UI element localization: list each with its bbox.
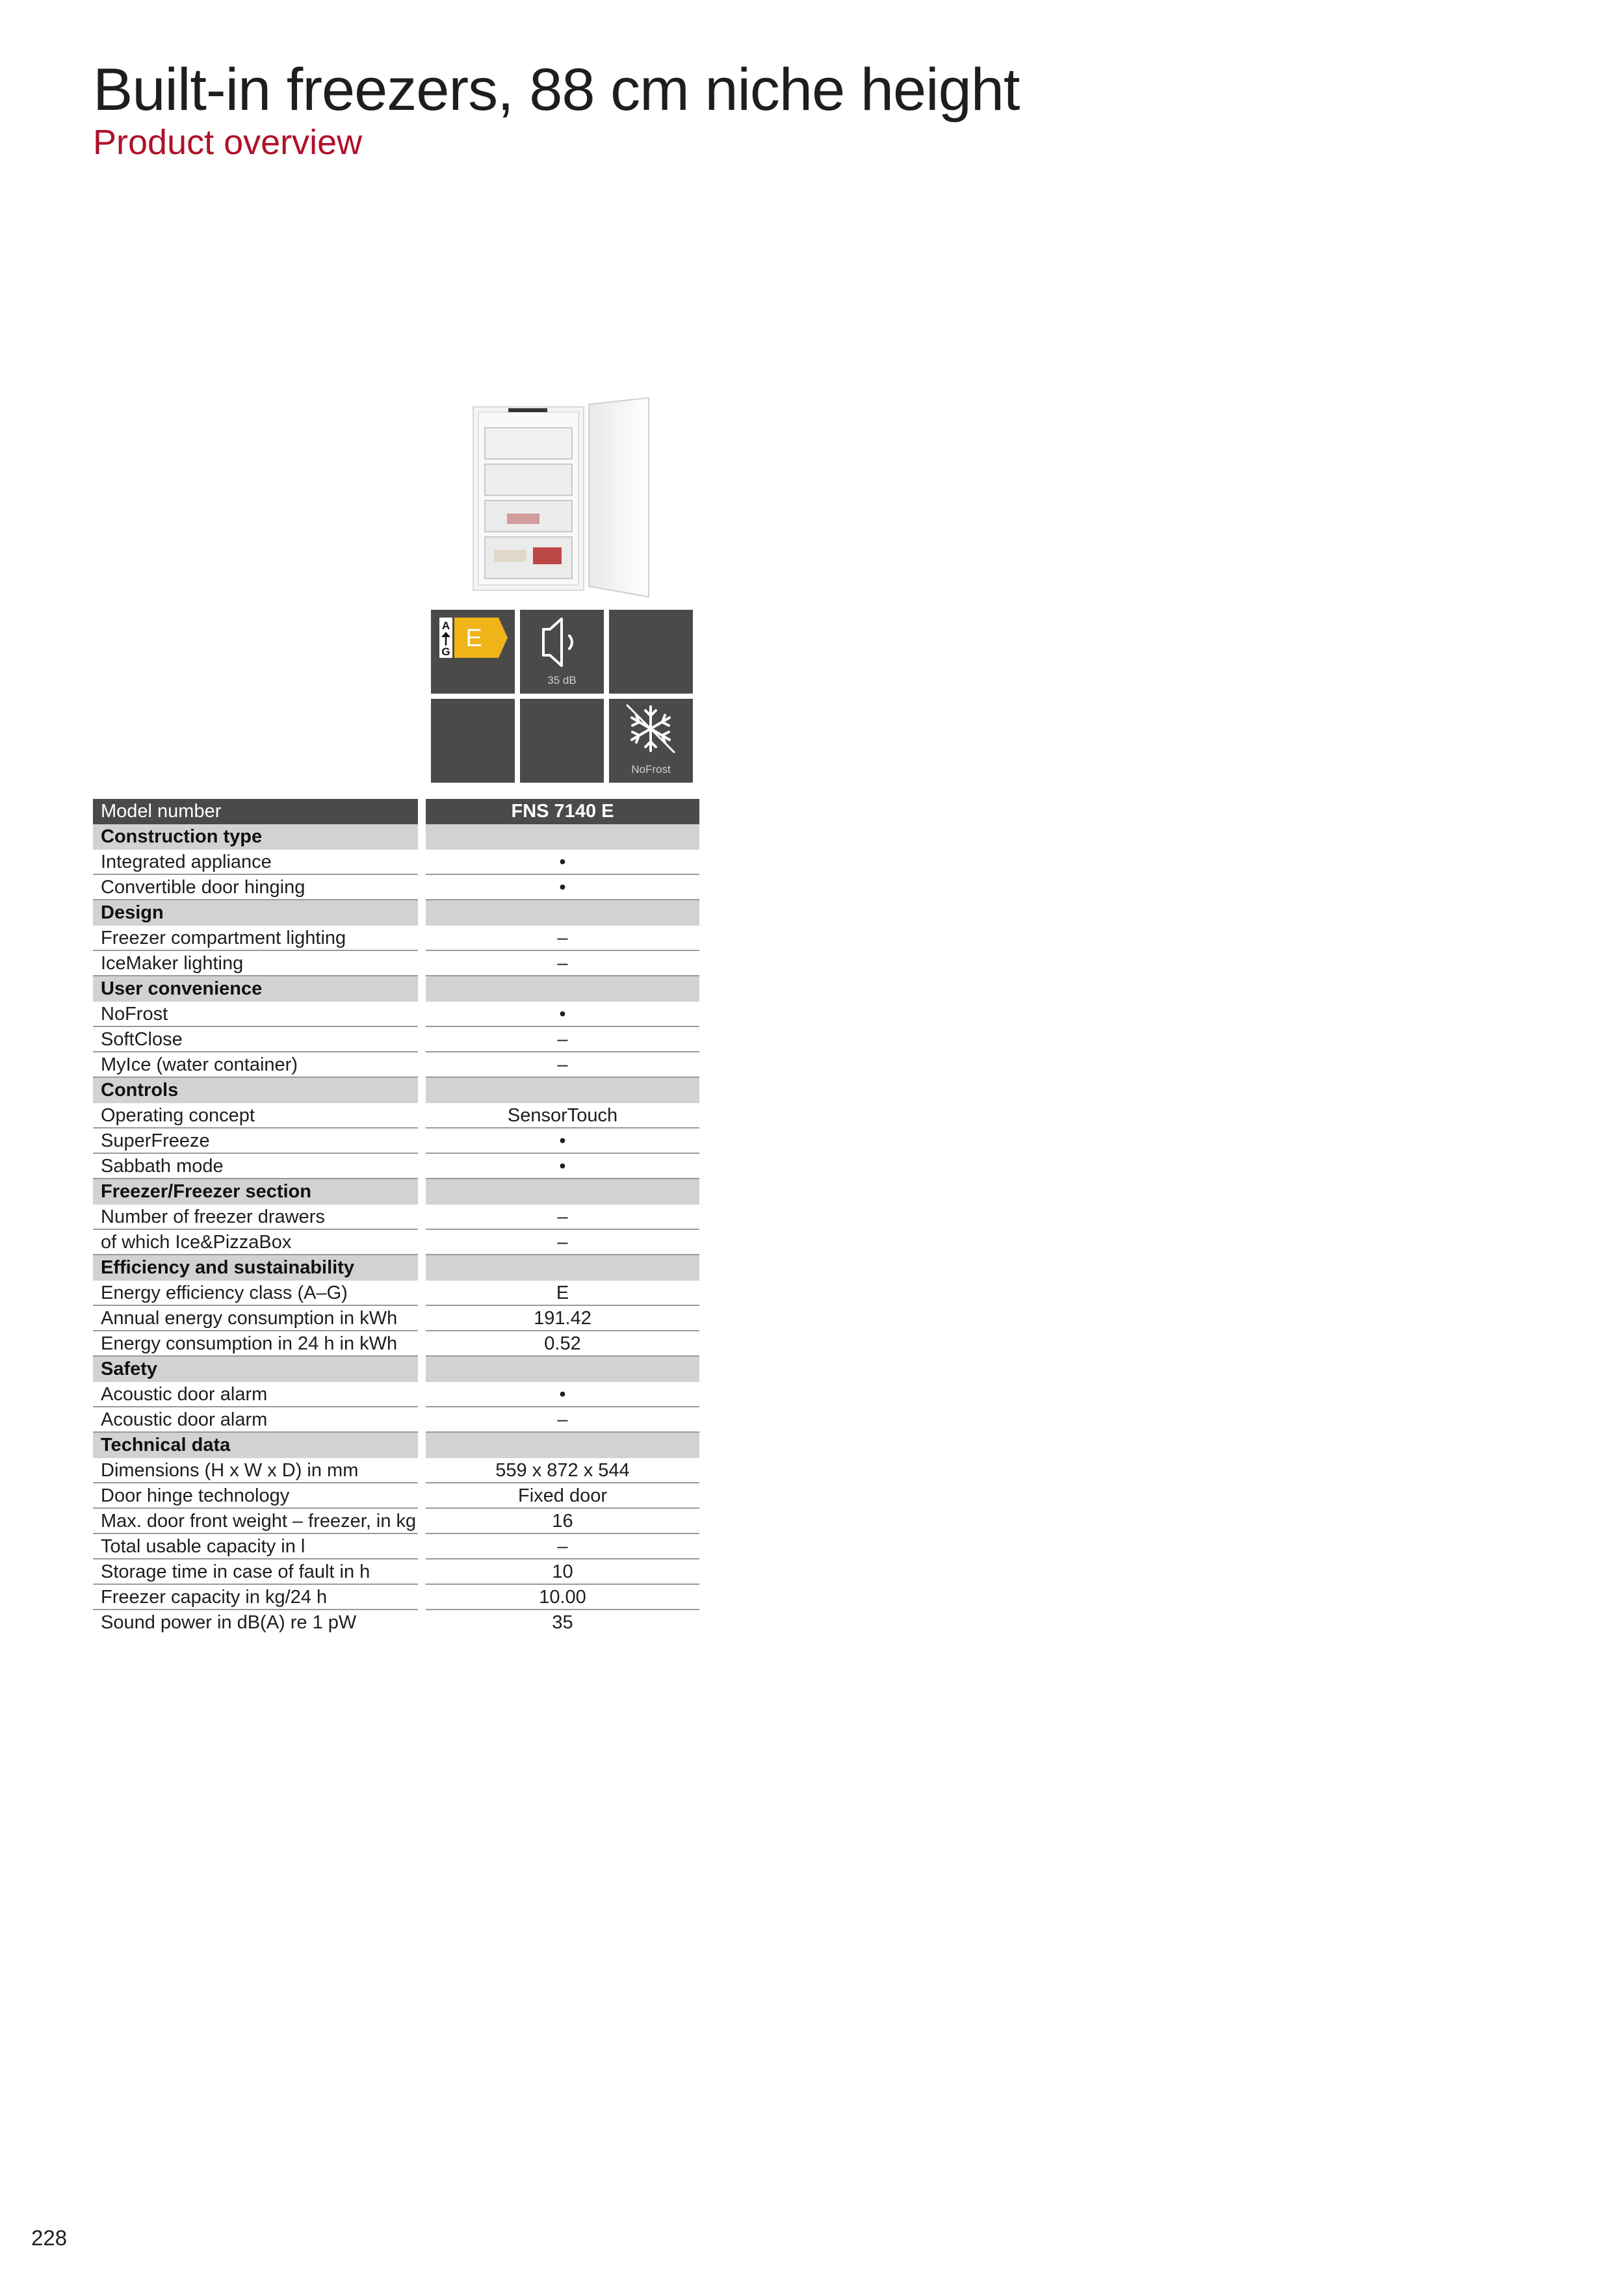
page-subtitle: Product overview	[93, 123, 363, 162]
row-label: Integrated appliance	[93, 850, 418, 875]
empty-tile	[431, 699, 515, 783]
row-label: Operating concept	[93, 1103, 418, 1128]
row-value: –	[426, 1230, 699, 1255]
row-label: Acoustic door alarm	[93, 1407, 418, 1433]
section-value-cell	[426, 1357, 699, 1382]
section-heading: Freezer/Freezer section	[93, 1179, 418, 1205]
nofrost-caption: NoFrost	[631, 763, 671, 776]
feature-icon-grid	[431, 610, 696, 784]
freezer-product-image	[468, 397, 656, 598]
row-value: •	[426, 1154, 699, 1179]
row-value: •	[426, 850, 699, 875]
row-label: of which Ice&PizzaBox	[93, 1230, 418, 1255]
row-value: –	[426, 951, 699, 976]
noise-level-tile	[520, 610, 604, 694]
row-label: SuperFreeze	[93, 1128, 418, 1154]
row-value: •	[426, 1382, 699, 1407]
section-heading: Efficiency and sustainability	[93, 1255, 418, 1281]
section-value-cell	[426, 1179, 699, 1205]
row-value: 10	[426, 1559, 699, 1585]
energy-class-tile	[431, 610, 515, 694]
row-value: 35	[552, 1612, 573, 1633]
nofrost-tile	[609, 699, 693, 783]
row-label: Max. door front weight – freezer, in kg	[93, 1509, 418, 1534]
section-value-cell	[426, 1078, 699, 1103]
row-value: –	[426, 926, 699, 951]
empty-tile	[520, 699, 604, 783]
row-value: –	[426, 1052, 699, 1078]
section-value-cell	[426, 976, 699, 1002]
empty-tile	[609, 610, 693, 694]
row-label: Door hinge technology	[93, 1483, 418, 1509]
row-value: Fixed door	[426, 1483, 699, 1509]
row-value: 16	[426, 1509, 699, 1534]
row-label: SoftClose	[93, 1027, 418, 1052]
row-value: 191.42	[426, 1306, 699, 1331]
row-value: 0.52	[426, 1331, 699, 1357]
row-value: 10.00	[426, 1585, 699, 1610]
section-value-cell	[426, 1433, 699, 1458]
row-value: SensorTouch	[426, 1103, 699, 1128]
row-value: E	[426, 1281, 699, 1306]
row-value: •	[426, 1002, 699, 1027]
energy-scale-top: A	[441, 620, 450, 632]
section-value-cell	[426, 1255, 699, 1281]
row-label: Dimensions (H x W x D) in mm	[93, 1458, 418, 1483]
row-value: –	[426, 1205, 699, 1230]
row-label: MyIce (water container)	[93, 1052, 418, 1078]
section-value-cell	[426, 824, 699, 850]
model-number-label: Model number	[93, 799, 418, 824]
row-value: •	[426, 1128, 699, 1154]
row-value: 559 x 872 x 544	[426, 1458, 699, 1483]
section-heading: Technical data	[93, 1433, 418, 1458]
row-label: Annual energy consumption in kWh	[93, 1306, 418, 1331]
section-heading: Construction type	[93, 824, 418, 850]
row-label: NoFrost	[93, 1002, 418, 1027]
page-title: Built-in freezers, 88 cm niche height	[93, 57, 1020, 123]
model-number-value: FNS 7140 E	[426, 799, 699, 824]
section-heading: Controls	[93, 1078, 418, 1103]
energy-class-letter: E	[465, 625, 482, 652]
row-label: Energy efficiency class (A–G)	[93, 1281, 418, 1306]
page-number: 228	[31, 2226, 68, 2250]
noise-level-caption: 35 dB	[547, 674, 577, 686]
energy-scale-bottom: G	[441, 646, 450, 658]
row-label: Convertible door hinging	[93, 875, 418, 900]
section-heading: Safety	[93, 1357, 418, 1382]
row-label: Sabbath mode	[93, 1154, 418, 1179]
row-value: •	[426, 875, 699, 900]
row-label: Total usable capacity in l	[93, 1534, 418, 1559]
row-value: –	[426, 1407, 699, 1433]
row-value: –	[426, 1027, 699, 1052]
row-label: Sound power in dB(A) re 1 pW	[101, 1612, 357, 1633]
row-value: –	[426, 1534, 699, 1559]
section-value-cell	[426, 900, 699, 926]
energy-label-icon	[431, 610, 515, 694]
row-label: IceMaker lighting	[93, 951, 418, 976]
row-label: Number of freezer drawers	[93, 1205, 418, 1230]
section-heading: Design	[93, 900, 418, 926]
row-label: Freezer compartment lighting	[93, 926, 418, 951]
section-heading: User convenience	[93, 976, 418, 1002]
row-label: Energy consumption in 24 h in kWh	[93, 1331, 418, 1357]
row-label: Acoustic door alarm	[93, 1382, 418, 1407]
row-label: Freezer capacity in kg/24 h	[93, 1585, 418, 1610]
row-label: Storage time in case of fault in h	[93, 1559, 418, 1585]
